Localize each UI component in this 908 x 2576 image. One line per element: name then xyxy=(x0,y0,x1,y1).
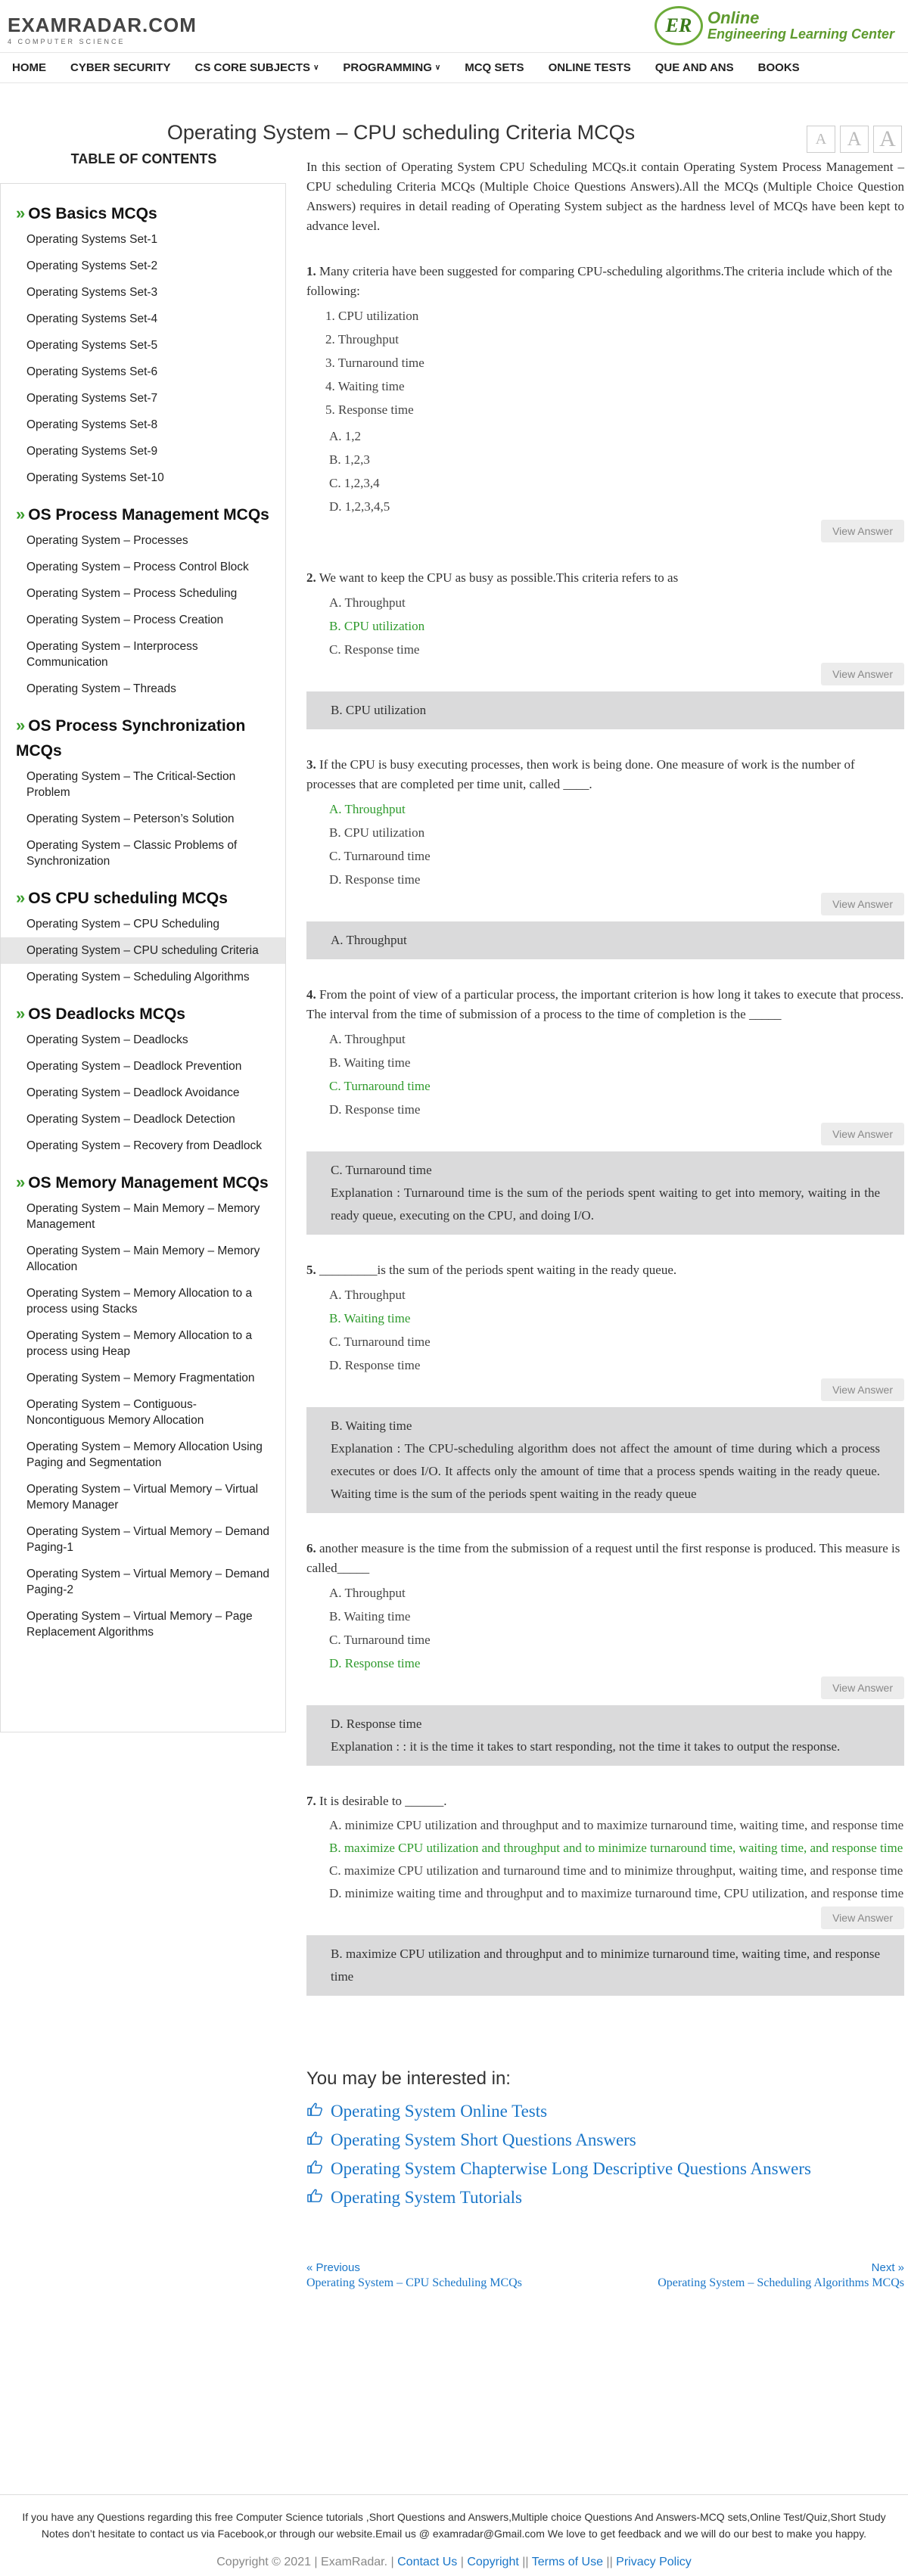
toc-section-heading xyxy=(1,1170,285,1195)
question-number: 4. xyxy=(306,987,316,1002)
question-number: 1. xyxy=(306,264,316,278)
toc-link[interactable]: Operating System – CPU Scheduling xyxy=(26,918,220,931)
main-nav xyxy=(0,53,908,83)
toc-link[interactable]: Operating Systems Set-2 xyxy=(26,259,158,272)
answer-text: A. Throughput xyxy=(331,933,407,947)
chevron-down-icon: ∨ xyxy=(313,64,319,72)
view-answer-button[interactable]: View Answer xyxy=(821,1378,904,1401)
toc-link[interactable]: Operating System – Contiguous-Noncontiguous Memory Allocation xyxy=(26,1398,204,1427)
toc-link[interactable]: Operating System – Virtual Memory – Virtual Memory Manager xyxy=(26,1483,259,1512)
toc-link[interactable]: Operating System – Memory Fragmentation xyxy=(26,1372,255,1384)
nav-item-books[interactable] xyxy=(758,61,800,74)
brand-text xyxy=(707,9,894,42)
question-block xyxy=(306,755,904,959)
view-answer-row xyxy=(306,1123,904,1145)
answer-option[interactable]: B. Waiting time xyxy=(329,1311,411,1325)
copyright-line: Copyright © 2021 | ExamRadar. | Contact Us | Copyright || Terms of Use || Privacy Policy xyxy=(216,2556,692,2568)
toc-section-title: OS Process Synchronization MCQs xyxy=(16,717,246,760)
toc-section-title: OS Process Management MCQs xyxy=(28,506,269,524)
answer-option[interactable]: A. Throughput xyxy=(329,595,406,610)
nav-item-cyber-security[interactable] xyxy=(70,61,171,74)
question-body: another measure is the time from the submission of a request until the first response is produced. This measure is called_____ xyxy=(306,1541,900,1575)
option-list xyxy=(329,1814,904,1905)
question-text xyxy=(306,755,904,794)
answer-option[interactable]: A. minimize CPU utilization and throughput and to maximize turnaround time, waiting time, and response time xyxy=(329,1818,904,1832)
toc-link[interactable]: Operating System – Deadlocks xyxy=(26,1033,188,1046)
sidebar xyxy=(0,151,288,1732)
nav-item-label: QUE AND ANS xyxy=(655,61,734,74)
question-text xyxy=(306,985,904,1024)
answer-panel xyxy=(306,1151,904,1235)
criteria-item: 5. Response time xyxy=(325,402,414,417)
toc-link[interactable]: Operating Systems Set-5 xyxy=(26,339,158,352)
font-reset-button[interactable]: A xyxy=(840,126,869,153)
question-block xyxy=(306,262,904,542)
answer-option[interactable]: B. Waiting time xyxy=(329,1609,411,1624)
answer-option[interactable]: B. maximize CPU utilization and throughput and to minimize turnaround time, waiting time, and response time xyxy=(329,1841,903,1855)
view-answer-row xyxy=(306,520,904,542)
footer-note: If you have any Questions regarding this free Computer Science tutorials ,Short Questions and Answers,Multiple choice Questions And Answers-MCQ sets,Online Test/Quiz,Short Study Notes don’t hesitate to contact us via Facebook,or through our website.Email us @ examradar@Gmail.com We love to get feedback and we will do our best to make you happy. xyxy=(22,2511,886,2540)
answer-text: B. Waiting time xyxy=(331,1419,412,1433)
toc-link[interactable]: Operating System – Recovery from Deadlock xyxy=(26,1139,262,1152)
toc-link[interactable]: Operating Systems Set-7 xyxy=(26,392,158,405)
toc-link[interactable]: Operating Systems Set-9 xyxy=(26,445,158,458)
option-list xyxy=(329,1581,904,1675)
toc-link[interactable]: Operating Systems Set-8 xyxy=(26,418,158,431)
logo-tagline: 4 COMPUTER SCIENCE xyxy=(8,38,126,45)
site-logo[interactable] xyxy=(8,14,197,45)
answer-text: C. Turnaround time xyxy=(331,1163,432,1177)
font-increase-button[interactable]: A xyxy=(873,126,902,153)
question-block xyxy=(306,985,904,1235)
question-text xyxy=(306,1791,904,1811)
toc-box xyxy=(0,183,286,1732)
brand-line-2: Engineering Learning Center xyxy=(707,26,894,42)
related-link[interactable] xyxy=(306,2097,904,2126)
question-body: Many criteria have been suggested for comparing CPU-scheduling algorithms.The criteria include which of the following: xyxy=(306,264,893,298)
toc-link[interactable]: Operating System – Process Scheduling xyxy=(26,587,238,600)
criteria-item: 2. Throughput xyxy=(325,332,399,346)
prev-link[interactable] xyxy=(306,2261,522,2291)
answer-explanation: Explanation : The CPU-scheduling algorithm does not affect the amount of time during which a process executes or does I/O. It affects only the amount of time that a process spends waiting in the ready queue. Waiting time is the sum of the periods spent waiting in the ready queue xyxy=(331,1441,880,1501)
criteria-list xyxy=(325,304,904,421)
nav-item-cs-core-subjects[interactable] xyxy=(195,61,319,74)
nav-item-label: BOOKS xyxy=(757,61,800,74)
brand-line-1: Online xyxy=(707,8,760,27)
next-label: Next » xyxy=(871,2261,904,2274)
answer-option[interactable]: B. CPU utilization xyxy=(329,619,425,633)
answer-option[interactable]: B. Waiting time xyxy=(329,1055,411,1070)
question-body: _________is the sum of the periods spent waiting in the ready queue. xyxy=(319,1263,677,1277)
toc-link[interactable]: Operating System – Process Creation xyxy=(26,614,224,626)
view-answer-button[interactable]: View Answer xyxy=(821,520,904,542)
toc-link[interactable]: Operating System – Processes xyxy=(26,534,188,547)
toc-section-heading xyxy=(1,1001,285,1027)
answer-option[interactable]: D. Response time xyxy=(329,1358,421,1372)
answer-option[interactable]: C. maximize CPU utilization and turnaround time and to minimize throughput, waiting time, and response time xyxy=(329,1863,903,1878)
page-title: Operating System – CPU scheduling Criteria MCQs xyxy=(166,121,636,144)
nav-item-label: HOME xyxy=(12,61,46,74)
option-list xyxy=(329,424,904,518)
answer-option[interactable]: B. CPU utilization xyxy=(329,825,425,840)
next-title: Operating System – Scheduling Algorithms MCQs xyxy=(658,2276,904,2289)
toc-link[interactable]: Operating System – Virtual Memory – Demand Paging-2 xyxy=(26,1568,270,1596)
answer-option[interactable]: C. Turnaround time xyxy=(329,1633,431,1647)
toc-link[interactable]: Operating System – Virtual Memory – Page Replacement Algorithms xyxy=(26,1610,253,1639)
answer-option[interactable]: C. Turnaround time xyxy=(329,1079,431,1093)
toc-section-title: OS Basics MCQs xyxy=(28,205,157,222)
prev-title: Operating System – CPU Scheduling MCQs xyxy=(306,2276,522,2289)
criteria-item: 4. Waiting time xyxy=(325,379,405,393)
toc-link[interactable]: Operating Systems Set-10 xyxy=(26,471,164,484)
toc-link[interactable]: Operating System – The Critical-Section Problem xyxy=(26,770,236,799)
double-chevron-icon: » xyxy=(16,1004,26,1023)
toc-section-title: OS Deadlocks MCQs xyxy=(28,1005,185,1023)
logo-text: EXAMRADAR.COM xyxy=(8,14,197,36)
answer-option[interactable]: A. Throughput xyxy=(329,1288,406,1302)
related-link-text: Operating System Tutorials xyxy=(331,2188,523,2207)
option-list xyxy=(329,591,904,661)
answer-panel xyxy=(306,921,904,959)
site-header xyxy=(0,0,908,53)
toc-section-title: OS Memory Management MCQs xyxy=(28,1174,269,1192)
pointing-hand-icon xyxy=(306,2159,331,2179)
related-link-text: Operating System Chapterwise Long Descriptive Questions Answers xyxy=(331,2159,811,2178)
criteria-item: 3. Turnaround time xyxy=(325,356,424,370)
nav-item-online-tests[interactable] xyxy=(549,61,631,74)
site-footer xyxy=(0,2494,908,2569)
question-text xyxy=(306,1539,904,1578)
answer-text: D. Response time xyxy=(331,1717,422,1731)
answer-option[interactable]: D. Response time xyxy=(329,872,421,887)
view-answer-row xyxy=(306,1378,904,1401)
toc-link[interactable]: Operating Systems Set-1 xyxy=(26,233,158,246)
related-link[interactable] xyxy=(306,2126,904,2155)
pointing-hand-icon xyxy=(306,2102,331,2121)
answer-option[interactable]: C. 1,2,3,4 xyxy=(329,476,380,490)
view-answer-button[interactable]: View Answer xyxy=(821,1123,904,1145)
answer-option[interactable]: C. Turnaround time xyxy=(329,849,431,863)
nav-item-label: PROGRAMMING xyxy=(343,61,432,74)
question-number: 3. xyxy=(306,757,316,772)
toc-link[interactable]: Operating System – Process Control Block xyxy=(26,561,249,573)
nav-item-mcq-sets[interactable] xyxy=(465,61,524,74)
question-text xyxy=(306,1260,904,1280)
view-answer-button[interactable]: View Answer xyxy=(821,1906,904,1929)
footer-link-privacy[interactable]: Privacy Policy xyxy=(616,2556,692,2568)
view-answer-button[interactable]: View Answer xyxy=(821,1676,904,1699)
view-answer-row xyxy=(306,663,904,685)
font-decrease-button[interactable]: A xyxy=(807,126,835,153)
question-block xyxy=(306,1539,904,1766)
question-list xyxy=(306,262,904,1996)
view-answer-row xyxy=(306,893,904,915)
brand-logo[interactable] xyxy=(655,6,894,45)
answer-panel xyxy=(306,1407,904,1513)
copyright-text: Copyright © 2021 | ExamRadar. | xyxy=(216,2556,394,2568)
related-section xyxy=(306,2068,904,2212)
question-text xyxy=(306,262,904,301)
answer-text: B. CPU utilization xyxy=(331,703,427,717)
question-number: 7. xyxy=(306,1794,316,1808)
answer-option[interactable]: D. Response time xyxy=(329,1102,421,1117)
option-list xyxy=(329,1283,904,1377)
view-answer-button[interactable]: View Answer xyxy=(821,893,904,915)
question-number: 5. xyxy=(306,1263,316,1277)
toc-link[interactable]: Operating System – Deadlock Avoidance xyxy=(26,1086,240,1099)
toc-link[interactable]: Operating System – Main Memory – Memory Allocation xyxy=(26,1244,260,1273)
toc-link[interactable]: Operating System – Peterson’s Solution xyxy=(26,813,235,825)
footer-link-terms[interactable]: Terms of Use xyxy=(531,2556,603,2568)
next-link[interactable] xyxy=(658,2261,904,2291)
view-answer-button[interactable]: View Answer xyxy=(821,663,904,685)
question-number: 2. xyxy=(306,570,316,585)
answer-panel xyxy=(306,1705,904,1766)
toc-section-heading xyxy=(1,885,285,911)
answer-option[interactable]: A. Throughput xyxy=(329,802,406,816)
related-link-text: Operating System Online Tests xyxy=(331,2102,548,2121)
option-list xyxy=(329,1027,904,1121)
toc-section-heading xyxy=(1,200,285,226)
toc-link[interactable]: Operating System – CPU scheduling Criteria xyxy=(1,937,285,964)
question-number: 6. xyxy=(306,1541,316,1555)
related-link[interactable] xyxy=(306,2183,904,2212)
question-block xyxy=(306,1260,904,1513)
answer-option[interactable]: D. 1,2,3,4,5 xyxy=(329,499,390,514)
answer-option[interactable]: A. 1,2 xyxy=(329,429,362,443)
double-chevron-icon: » xyxy=(16,716,26,735)
nav-item-label: CYBER SECURITY xyxy=(70,61,171,74)
answer-option[interactable]: C. Turnaround time xyxy=(329,1335,431,1349)
toc-link[interactable]: Operating System – Memory Allocation to a process using Stacks xyxy=(26,1287,253,1316)
pointing-hand-icon xyxy=(306,2130,331,2150)
toc-link[interactable]: Operating System – Scheduling Algorithms xyxy=(26,971,250,983)
toc-link[interactable]: Operating System – Deadlock Prevention xyxy=(26,1060,242,1073)
answer-panel xyxy=(306,691,904,729)
toc-link[interactable]: Operating Systems Set-6 xyxy=(26,365,158,378)
pointing-hand-icon xyxy=(306,2188,331,2208)
related-link-text: Operating System Short Questions Answers xyxy=(331,2130,636,2149)
answer-explanation: Explanation : Turnaround time is the sum of the periods spent waiting to get into memory, waiting in the ready queue, executing on the CPU, and doing I/O. xyxy=(331,1185,880,1223)
toc-link[interactable]: Operating System – Memory Allocation Using Paging and Segmentation xyxy=(26,1440,263,1469)
option-list xyxy=(329,797,904,891)
answer-explanation: Explanation : : it is the time it takes to start responding, not the time it takes to output the response. xyxy=(331,1739,841,1754)
answer-text: B. maximize CPU utilization and throughput and to minimize turnaround time, waiting time, and response time xyxy=(331,1947,880,1984)
footer-link-contact[interactable]: Contact Us xyxy=(397,2556,458,2568)
toc-link[interactable]: Operating System – Classic Problems of Synchronization xyxy=(26,839,238,868)
double-chevron-icon: » xyxy=(16,888,26,907)
answer-option[interactable]: A. Throughput xyxy=(329,1032,406,1046)
question-block xyxy=(306,568,904,729)
answer-option[interactable]: D. Response time xyxy=(329,1656,421,1670)
toc-link[interactable]: Operating Systems Set-4 xyxy=(26,312,158,325)
nav-item-label: ONLINE TESTS xyxy=(548,61,631,74)
toc-link[interactable]: Operating System – Virtual Memory – Demand Paging-1 xyxy=(26,1525,270,1554)
answer-option[interactable]: B. 1,2,3 xyxy=(329,452,370,467)
nav-item-que-and-ans[interactable] xyxy=(655,61,734,74)
question-body: If the CPU is busy executing processes, then work is being done. One measure of work is the number of processes that are completed per time unit, called ____. xyxy=(306,757,855,791)
toc-section-heading xyxy=(1,713,285,763)
intro-text: In this section of Operating System CPU Scheduling MCQs.it contain Operating System Process Management – CPU scheduling Criteria MCQs (Multiple Choice Questions Answers).All the MCQs (Multiple Choice Question Answers) requires in detail reading of Operating System subject as the hardness level of MCQs have been kept to advance level. xyxy=(306,160,904,233)
answer-option[interactable]: D. minimize waiting time and throughput and to maximize turnaround time, CPU utilization, and response time xyxy=(329,1886,904,1900)
question-block xyxy=(306,1791,904,1996)
related-list xyxy=(306,2097,904,2212)
font-size-tools xyxy=(807,126,902,153)
toc-link[interactable]: Operating System – Deadlock Detection xyxy=(26,1113,235,1126)
toc-link[interactable]: Operating System – Main Memory – Memory Management xyxy=(26,1202,260,1231)
chevron-down-icon: ∨ xyxy=(434,64,441,72)
footer-link-copyright[interactable]: Copyright xyxy=(467,2556,519,2568)
prev-next-nav xyxy=(306,2261,904,2291)
answer-option[interactable]: C. Response time xyxy=(329,642,420,657)
nav-item-label: CS CORE SUBJECTS xyxy=(194,61,311,74)
toc-link[interactable]: Operating Systems Set-3 xyxy=(26,286,158,299)
nav-item-label: MCQ SETS xyxy=(465,61,524,74)
answer-panel xyxy=(306,1935,904,1996)
question-body: It is desirable to ______. xyxy=(319,1794,447,1808)
double-chevron-icon: » xyxy=(16,204,26,222)
related-heading: You may be interested in: xyxy=(306,2068,511,2089)
toc-section-title: OS CPU scheduling MCQs xyxy=(28,890,228,907)
prev-label: « Previous xyxy=(306,2261,360,2274)
toc-link[interactable]: Operating System – Memory Allocation to a process using Heap xyxy=(26,1329,253,1358)
main-content xyxy=(306,160,904,2291)
answer-option[interactable]: A. Throughput xyxy=(329,1586,406,1600)
brand-badge-icon: ER xyxy=(655,6,703,45)
question-text xyxy=(306,568,904,588)
double-chevron-icon: » xyxy=(16,505,26,524)
toc-heading: TABLE OF CONTENTS xyxy=(70,151,217,166)
question-body: We want to keep the CPU as busy as possible.This criteria refers to as xyxy=(319,570,679,585)
toc-link[interactable]: Operating System – Threads xyxy=(26,682,176,695)
double-chevron-icon: » xyxy=(16,1173,26,1192)
nav-item-home[interactable] xyxy=(12,61,46,74)
criteria-item: 1. CPU utilization xyxy=(325,309,419,323)
question-body: From the point of view of a particular process, the important criterion is how long it takes to execute that process. The interval from the time of submission of a process to the time of completion is the _____ xyxy=(306,987,904,1021)
related-link[interactable] xyxy=(306,2155,904,2183)
toc-link[interactable]: Operating System – Interprocess Communication xyxy=(26,640,198,669)
toc-section-heading xyxy=(1,502,285,527)
view-answer-row xyxy=(306,1676,904,1699)
nav-item-programming[interactable] xyxy=(343,61,440,74)
view-answer-row xyxy=(306,1906,904,1929)
